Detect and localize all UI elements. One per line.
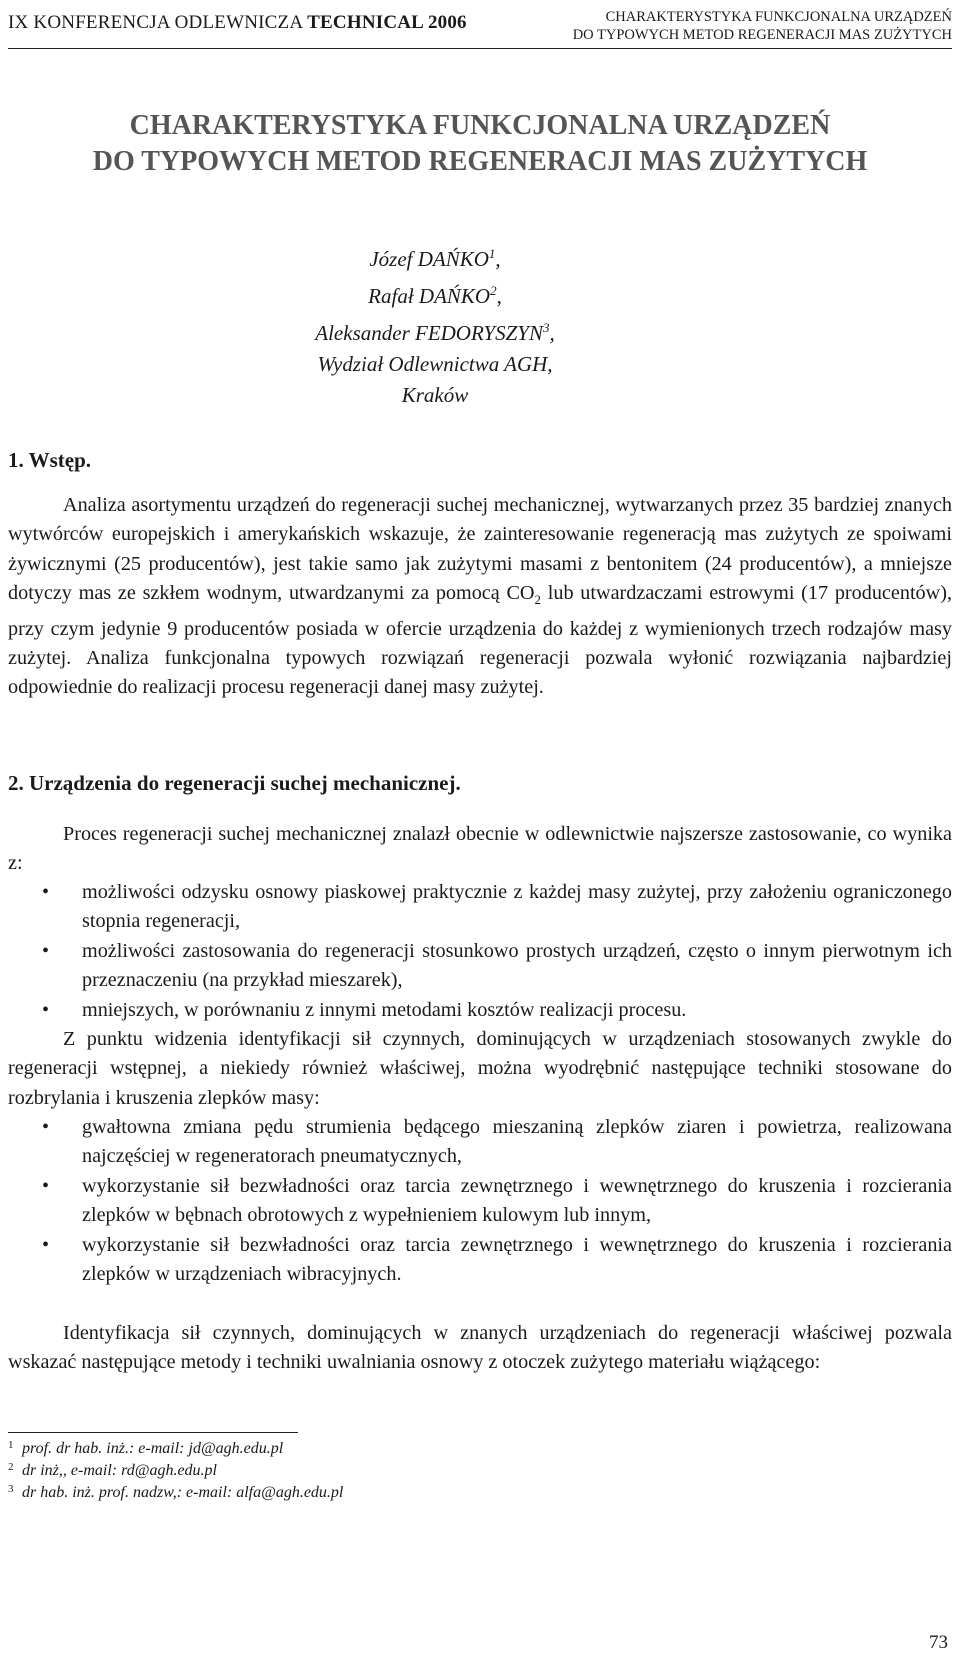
bullet-icon: • xyxy=(42,1174,50,1197)
author-block xyxy=(0,238,870,411)
bullet-icon: • xyxy=(42,881,50,903)
footnote-mark: 3 xyxy=(542,320,550,335)
running-title-line: DO TYPOWYCH METOD REGENERACJI MAS ZUŻYTYCH xyxy=(572,27,952,43)
conference-name: IX KONFERENCJA ODLEWNICZA TECHNICAL 2006 xyxy=(8,12,467,33)
author: Rafał DAŃKO$^2$, xyxy=(368,283,502,308)
section-heading: 1. Wstęp. xyxy=(8,448,92,472)
paper-title-line: CHARAKTERYSTYKA FUNKCJONALNA URZĄDZEŃ xyxy=(129,110,831,141)
bullet-icon: • xyxy=(42,1116,50,1138)
footnote-divider xyxy=(8,1432,298,1433)
city: Kraków xyxy=(401,383,469,407)
list-item: • wykorzystanie sił bezwładności oraz tarcia zewnętrznego i wewnętrznego do kruszenia i rozcierania zlepków w bębnach obrotowych z wypełnieniem kulowym lub innym, xyxy=(8,1172,952,1231)
section-heading: 2. Urządzenia do regeneracji suchej mechanicznej. xyxy=(8,771,461,795)
bullet-icon: • xyxy=(42,1233,50,1256)
list-item: • wykorzystanie sił bezwładności oraz tarcia zewnętrznego i wewnętrznego do kruszenia i rozcierania zlepków w urządzeniach wibracyjnych. xyxy=(8,1231,952,1290)
footnote-mark: 1 xyxy=(488,246,496,261)
paragraph: Proces regeneracji suchej mechanicznej znalazł obecnie w odlewnictwie najszersze zastosowanie, co wynika z: xyxy=(8,823,952,875)
footnotes xyxy=(8,1438,343,1504)
list-item: • mniejszych, w porównaniu z innymi metodami kosztów realizacji procesu. xyxy=(8,996,952,1025)
paragraph: Z punktu widzenia identyfikacji sił czynnych, dominujących w urządzeniach stosowanych zwykle do regeneracji wstępnej, a niekiedy również właściwej, można wyodrębnić następujące techniki stosowane do rozbrylania i kruszenia zlepków masy: xyxy=(8,1028,952,1109)
author: Józef DAŃKO$^1$, xyxy=(369,246,501,271)
affiliation: Wydział Odlewnictwa AGH, xyxy=(317,352,553,376)
bullet-icon: • xyxy=(42,939,50,962)
list-item: • możliwości zastosowania do regeneracji stosunkowo prostych urządzeń, często o innym pierwotnym ich przeznaczeniu (na przykład mieszarek), xyxy=(8,937,952,996)
running-header xyxy=(8,6,952,49)
paper-title xyxy=(0,108,960,180)
running-title-line: CHARAKTERYSTYKA FUNKCJONALNA URZĄDZEŃ xyxy=(605,9,952,25)
subscript: 2 xyxy=(534,592,542,608)
bullet-list xyxy=(8,878,952,1025)
footnote: 1 prof. dr hab. inż.: e-mail: jd@agh.edu.pl xyxy=(8,1439,284,1457)
list-item: • możliwości odzysku osnowy piaskowej praktycznie z każdej masy zużytej, przy założeniu ograniczonego stopnia regeneracji, xyxy=(8,878,952,937)
author: Aleksander FEDORYSZYN$^3$, xyxy=(315,320,555,345)
footnote: 2 dr inż,, e-mail: rd@agh.edu.pl xyxy=(8,1461,217,1479)
conference-year: TECHNICAL 2006 xyxy=(307,12,467,33)
footnote-mark: 2 xyxy=(490,283,497,298)
bullet-icon: • xyxy=(42,998,50,1021)
running-title xyxy=(573,8,952,44)
page-number: 73 xyxy=(929,1632,948,1653)
list-item: • gwałtowna zmiana pędu strumienia będącego mieszaniną zlepków ziaren i powietrza, realizowana najczęściej w regeneratorach pneumatycznych, xyxy=(8,1113,952,1172)
footnote: 3 dr hab. inż. prof. nadzw,: e-mail: alfa@agh.edu.pl xyxy=(8,1483,344,1501)
paper-title-line: DO TYPOWYCH METOD REGENERACJI MAS ZUŻYTYCH xyxy=(92,146,868,177)
intro-paragraph: Analiza asortymentu urządzeń do regeneracji suchej mechanicznej, wytwarzanych przez 35 bardziej znanych wytwórców europejskich i amerykańskich wskazuje, że zainteresowanie regeneracją mas zużytych ze spoiwami żywicznymi (25 producentów), jest takie samo jak zużytymi masami z bentonitem (24 producentów), a mniejsze dotyczy mas ze szkłem wodnym, utwardzanymi za pomocą $CO_2$ lub utwardzaczami estrowymi (17 producentów), przy czym jedynie 9 producentów posiada w ofercie urządzenia do każdej z wymienionych trzech rodzajów masy zużytej. Analiza funkcjonalna typowych rozwiązań regeneracji pozwala wyłonić rozwiązania najbardziej odpowiednie do realizacji procesu regeneracji danej masy zużytej. xyxy=(8,494,952,699)
paragraph: Identyfikacja sił czynnych, dominujących w znanych urządzeniach do regeneracji właściwej pozwala wskazać następujące metody i techniki uwalniania osnowy z otoczek zużytego materiału wiążącego: xyxy=(8,1322,952,1374)
bullet-list xyxy=(8,1113,952,1289)
